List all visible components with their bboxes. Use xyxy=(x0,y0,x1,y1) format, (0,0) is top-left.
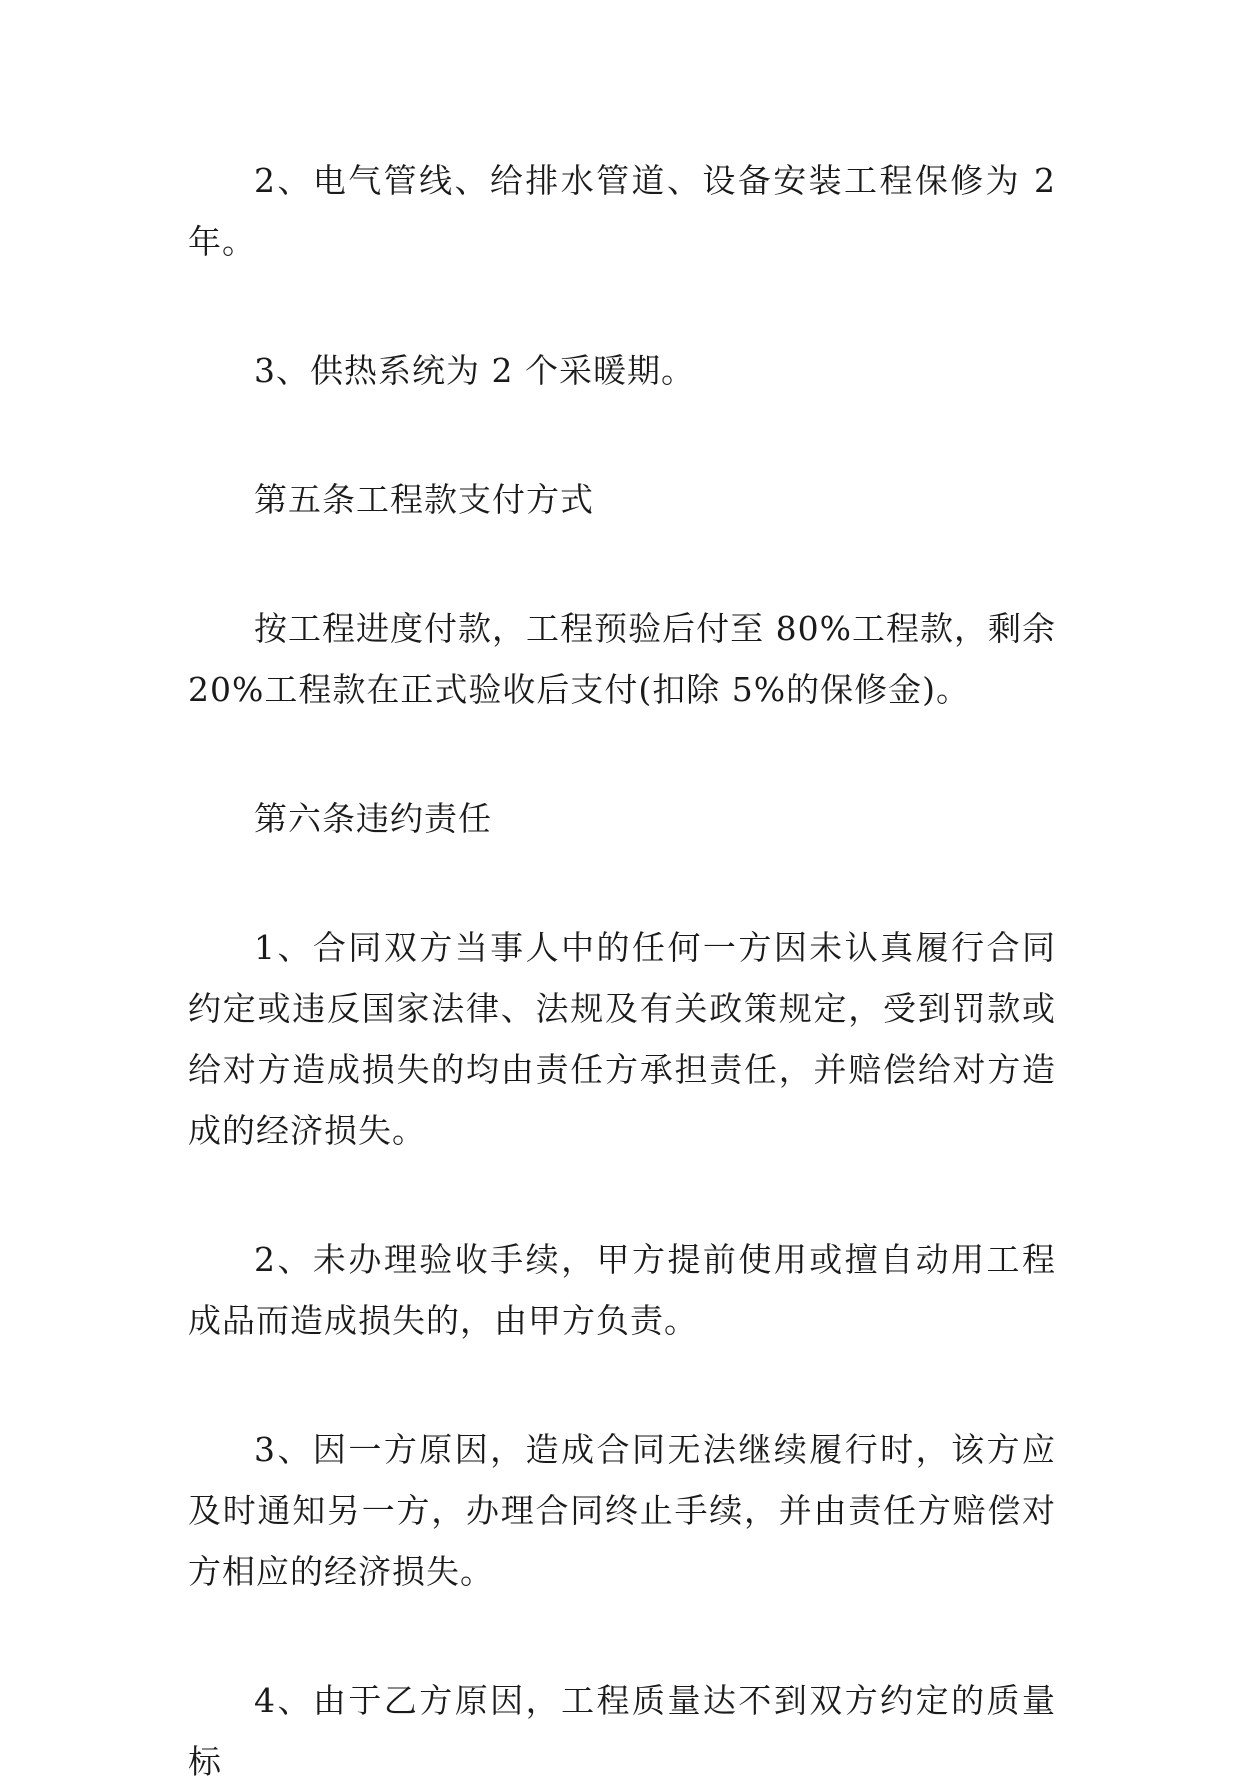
paragraph-breach-3: 3、因一方原因，造成合同无法继续履行时，该方应及时通知另一方，办理合同终止手续，并由责任方赔偿对方相应的经济损失。 xyxy=(188,1430,1056,1591)
paragraph-breach-1: 1、合同双方当事人中的任何一方因未认真履行合同约定或违反国家法律、法规及有关政策规定，受到罚款或给对方造成损失的均由责任方承担责任，并赔偿给对方造成的经济损失。 xyxy=(188,928,1056,1150)
paragraph-payment-terms: 按工程进度付款，工程预验后付至 80%工程款，剩余 20%工程款在正式验收后支付(扣除 5%的保修金)。 xyxy=(188,609,1056,709)
heading-article-six: 第六条违约责任 xyxy=(254,799,492,838)
paragraph-breach-2: 2、未办理验收手续，甲方提前使用或擅自动用工程成品而造成损失的，由甲方负责。 xyxy=(188,1240,1056,1340)
document-body xyxy=(188,150,1056,1792)
paragraph-breach-4: 4、由于乙方原因，工程质量达不到双方约定的质量标 xyxy=(188,1681,1056,1781)
paragraph-warranty-electrical: 2、电气管线、给排水管道、设备安装工程保修为 2 年。 xyxy=(188,161,1056,261)
heading-article-five: 第五条工程款支付方式 xyxy=(254,480,594,519)
paragraph-warranty-heating: 3、供热系统为 2 个采暖期。 xyxy=(254,351,695,390)
